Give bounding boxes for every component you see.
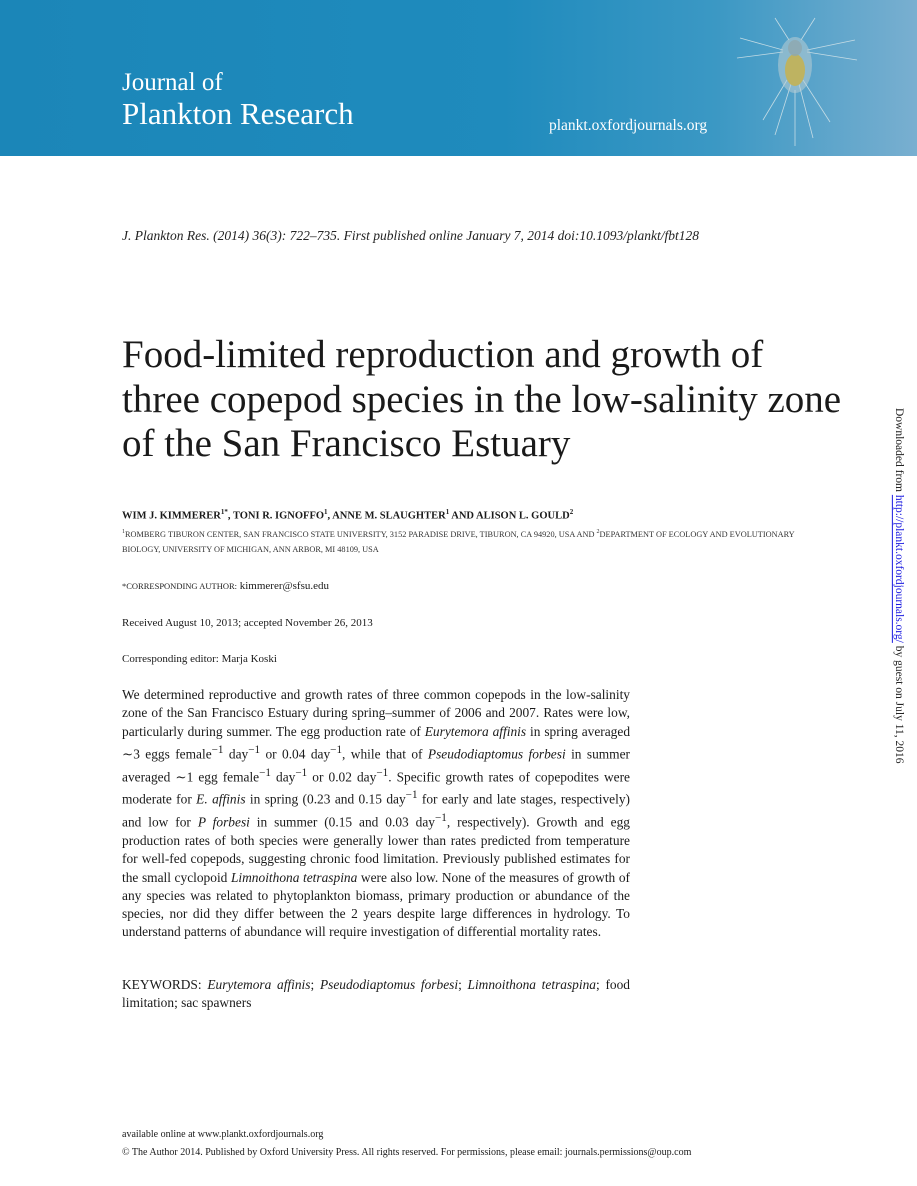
citation-line: J. Plankton Res. (2014) 36(3): 722–735. First published online January 7, 2014 doi:10.1093/plankt/fbt128 xyxy=(122,228,700,243)
corresponding-author-label: *CORRESPONDING AUTHOR: xyxy=(122,581,237,591)
exponent: −1 xyxy=(211,743,224,756)
author-separator: , xyxy=(227,510,233,522)
keyword-separator: ; xyxy=(458,977,468,992)
keyword: Limnoithona tetraspina xyxy=(467,977,596,992)
author-mark: 2 xyxy=(569,508,574,516)
author-mark: 1 xyxy=(324,508,328,516)
author-name: ANNE M. SLAUGHTER xyxy=(332,510,446,522)
abstract-text: day xyxy=(223,746,249,762)
exponent: −1 xyxy=(405,789,418,802)
corresponding-author xyxy=(122,580,329,592)
affiliations xyxy=(122,525,802,557)
species-name: Eurytemora affinis xyxy=(424,723,527,739)
author-name: WIM J. KIMMERER xyxy=(122,510,221,522)
journal-url[interactable]: plankt.oxfordjournals.org xyxy=(549,117,708,134)
affiliation-text: ROMBERG TIBURON CENTER, SAN FRANCISCO STATE UNIVERSITY, 3152 PARADISE DRIVE, TIBURON, CA 94920, USA AND xyxy=(125,529,597,539)
corresponding-author-email[interactable]: kimmerer@sfsu.edu xyxy=(239,580,329,592)
author-separator: AND xyxy=(449,510,477,522)
exponent: −1 xyxy=(330,743,343,756)
footer-copyright: © The Author 2014. Published by Oxford University Press. All rights reserved. For permissions, please email: journals.permissions@oup.com xyxy=(122,1147,692,1158)
exponent: −1 xyxy=(259,766,271,779)
abstract-text: in summer averaged ∼1 egg female xyxy=(122,746,630,785)
author-mark: 1* xyxy=(220,508,228,516)
download-watermark xyxy=(893,408,905,764)
abstract-text: , respectively). Growth and egg production rates of both species were generally lower than rates predicted from temperature for well-fed copepods, suggesting chronic food limitation. Previously published estimates for the small cyclopoid xyxy=(122,814,630,885)
author-list xyxy=(122,508,573,522)
affiliation-mark: 1 xyxy=(122,529,125,535)
species-name: P forbesi xyxy=(197,814,250,830)
keyword-separator: ; xyxy=(310,977,320,992)
species-name: Pseudodiaptomus forbesi xyxy=(427,746,566,762)
author-name: TONI R. IGNOFFO xyxy=(232,510,325,522)
keyword: Eurytemora affinis xyxy=(207,977,311,992)
affiliation-text: DEPARTMENT OF ECOLOGY AND EVOLUTIONARY BIOLOGY, UNIVERSITY OF MICHIGAN, ANN ARBOR, MI 48109, USA xyxy=(122,529,795,554)
copepod-illustration-icon xyxy=(735,10,860,150)
abstract-text: in spring averaged ∼3 eggs female xyxy=(122,723,631,762)
abstract xyxy=(122,686,630,942)
journal-banner xyxy=(0,0,917,156)
download-watermark-prefix: Downloaded from xyxy=(893,408,905,495)
abstract-text: or 0.04 day xyxy=(260,746,331,762)
abstract-text: were also low. None of the measures of growth of any species was related to phytoplankton biomass, primary production or abundance of the species, nor did they differ between the 2 years despite large differences in hydrology. To understand patterns of abundance will require investigation of differential mortality rates. xyxy=(122,869,631,940)
author-mark: 1 xyxy=(445,508,450,516)
journal-name-line2: Plankton Research xyxy=(122,96,354,132)
footer-availability: available online at www.plankt.oxfordjournals.org xyxy=(122,1129,324,1140)
download-watermark-link[interactable]: http://plankt.oxfordjournals.org/ xyxy=(893,494,905,643)
keyword: Pseudodiaptomus forbesi xyxy=(319,977,459,992)
keyword-separator: ; xyxy=(596,977,606,992)
abstract-text: in spring (0.23 and 0.15 day xyxy=(245,791,406,807)
keyword: food limitation; sac spawners xyxy=(122,977,630,1011)
abstract-text: in summer (0.15 and 0.03 day xyxy=(249,814,435,830)
journal-name-line1: Journal of xyxy=(122,69,223,96)
abstract-text: . Specific growth rates of copepodites were moderate for xyxy=(122,769,630,807)
keywords-label: KEYWORDS: xyxy=(122,977,202,992)
species-name: Limnoithona tetraspina xyxy=(230,869,358,885)
download-watermark-suffix: by guest on July 11, 2016 xyxy=(893,642,905,764)
author-name: ALISON L. GOULD xyxy=(476,510,570,522)
article-title: Food-limited reproduction and growth of three copepod species in the low-salinity zone of the San Francisco Estuary xyxy=(122,333,842,465)
species-name: E. affinis xyxy=(196,791,246,807)
affiliation-mark: 2 xyxy=(596,529,600,535)
keywords xyxy=(122,976,630,1013)
journal-name xyxy=(122,70,354,131)
abstract-text: We determined reproductive and growth rates of three common copepods in the low-salinity zone of the San Francisco Estuary during spring–summer of 2006 and 2007. Rates were low, particularly during summer. The egg production rate of xyxy=(122,687,630,739)
abstract-text: day xyxy=(271,769,296,785)
exponent: −1 xyxy=(248,743,261,756)
abstract-text: or 0.02 day xyxy=(307,769,377,785)
author-separator: , xyxy=(327,510,333,522)
exponent: −1 xyxy=(376,766,389,779)
exponent: −1 xyxy=(295,766,308,779)
abstract-text: , while that of xyxy=(342,746,428,762)
abstract-text: for early and late stages, respectively) and low for xyxy=(122,791,630,830)
received-dates: Received August 10, 2013; accepted November 26, 2013 xyxy=(122,617,373,629)
exponent: −1 xyxy=(434,812,447,825)
corresponding-editor: Corresponding editor: Marja Koski xyxy=(122,653,277,665)
